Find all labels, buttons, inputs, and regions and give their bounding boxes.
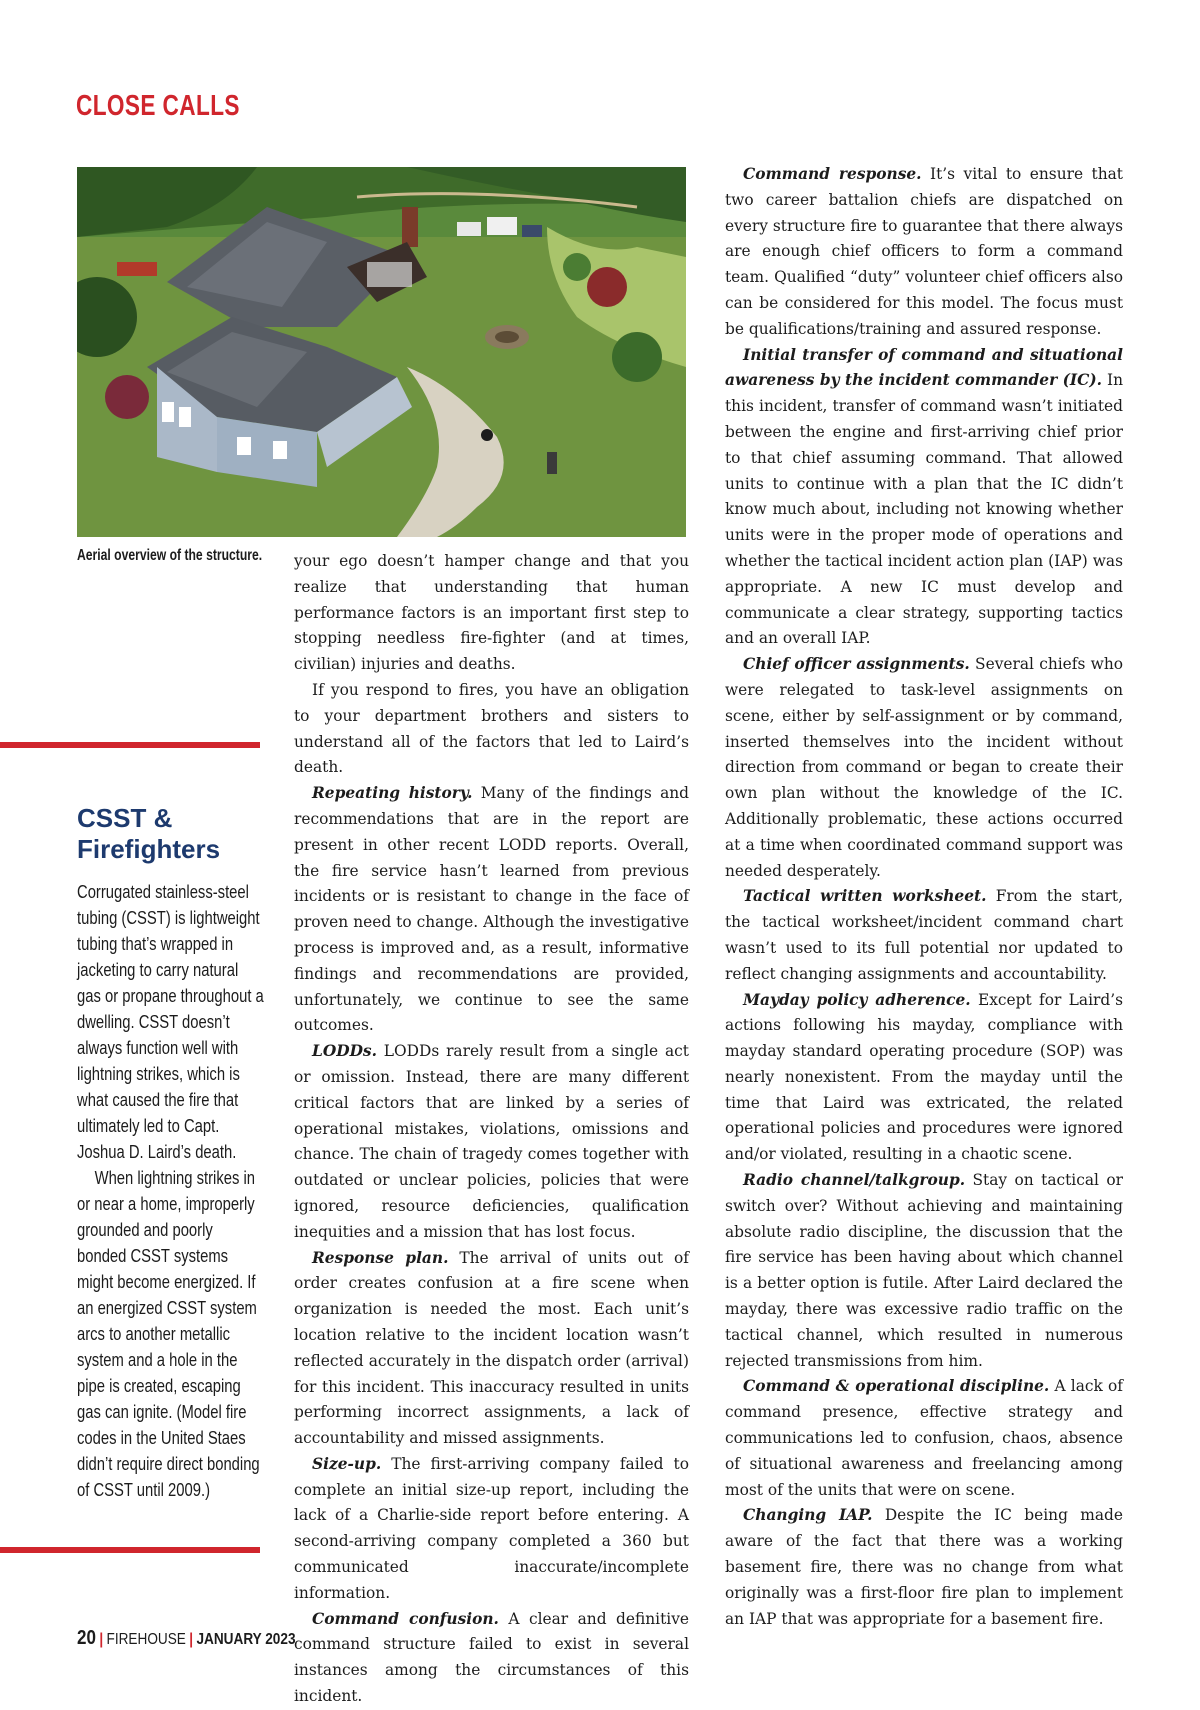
sidebar-bottom-rule bbox=[0, 1547, 260, 1553]
paragraph-lead: Command & operational discipline. bbox=[743, 1377, 1050, 1396]
paragraph-lead: Command response. bbox=[743, 165, 922, 183]
sidebar-top-rule bbox=[0, 742, 260, 748]
publication-name: FIREHOUSE bbox=[106, 1631, 186, 1648]
sidebar-title bbox=[77, 803, 267, 865]
article-paragraph bbox=[725, 884, 1123, 987]
aerial-photo bbox=[77, 167, 686, 537]
paragraph-text: Despite the IC being made aware of the fact that there was a working basement fire, there was no change from what originally was a first-floor fire plan to implement an IAP that was appropriate for a basement fire. bbox=[725, 1506, 1123, 1628]
section-title: CLOSE CALLS bbox=[76, 90, 240, 122]
paragraph-lead: Changing IAP. bbox=[743, 1506, 873, 1525]
article-paragraph bbox=[294, 1246, 689, 1452]
sidebar-paragraph: Corrugated stainless-steel tubing (CSST) is lightweight tubing that’s wrapped in jacketing to carry natural gas or propane throughout a dwelling. CSST doesn’t always function well with lightning strikes, which is what caused the fire that ultimately led to Capt. Joshua D. Laird’s death. bbox=[77, 881, 264, 1162]
footer-divider: | bbox=[99, 1631, 104, 1648]
paragraph-text: Many of the findings and recommendations that are in the report are present in other recent LODD reports. Overall, the fire service hasn’t learned from previous incidents or is resistant to change in the face of proven need to change. Although the investigative process is improved and, as a result, informative findings and recommendations are provided, unfortunately, we continue to see the same outcomes. bbox=[294, 784, 690, 1035]
paragraph-text: In this incident, transfer of command wasn’t initiated between the engine and first-arriving chief prior to that chief assuming command. That allowed units to continue with a plan that the IC didn’t know much about, including not knowing whether units were in the proper mode of operations and whether the tactical incident action plan (IAP) was appropriate. A new IC must develop and communicate a clear strategy, supporting tactics and an overall IAP. bbox=[725, 371, 1124, 648]
paragraph-lead: LODDs. bbox=[312, 1042, 377, 1061]
paragraph-text: From the start, the tactical worksheet/incident command chart wasn’t used to its full potential nor updated to reflect changing assignments and accountability. bbox=[725, 887, 1123, 983]
article-paragraph bbox=[725, 1374, 1123, 1503]
article-paragraph bbox=[725, 343, 1123, 653]
sidebar-title-line2: Firefighters bbox=[77, 834, 221, 864]
paragraph-text: Except for Laird’s actions following his mayday, compliance with mayday standard operating procedure (SOP) was nearly nonexistent. From the mayday until the time that Laird was extricated, the related operational policies and procedures were ignored and/or violated, resulting in a chaotic scene. bbox=[725, 990, 1123, 1164]
sidebar-paragraph: When lightning strikes in or near a home, improperly grounded and poorly bonded CSST systems might become energized. If an energized CSST system arcs to another metallic system and a hole in the pipe is created, escaping gas can ignite. (Model fire codes in the United Staes didn’t require direct bonding of CSST until 2009.) bbox=[77, 1167, 260, 1500]
paragraph-text: Stay on tactical or switch over? Without achieving and maintaining absolute radio discipline, the discussion that the fire service has been having about which channel is a better option is futile. After Laird declared the mayday, there was excessive radio traffic on the tactical channel, which resulted in numerous rejected transmissions from him. bbox=[725, 1171, 1123, 1370]
article-paragraph bbox=[725, 162, 1123, 343]
paragraph-lead: Initial transfer of command and situational awareness by the incident commander (IC). bbox=[725, 345, 1123, 390]
paragraph-text: The arrival of units out of order creates confusion at a fire scene when organization is needed the most. Each unit’s location relative to the incident location wasn’t reflected accurately in the dispatch order (arrival) for this incident. This inaccuracy resulted in units performing incorrect assignments, a lack of accountability and missed assignments. bbox=[294, 1248, 689, 1448]
paragraph-lead: Size-up. bbox=[312, 1454, 382, 1473]
article-paragraph bbox=[725, 652, 1123, 884]
sidebar-title-line1: CSST & bbox=[77, 803, 173, 833]
paragraph-text: A clear and definitive command structure failed to exist in several instances among the circumstances of this incident. bbox=[294, 1609, 689, 1706]
article-paragraph bbox=[294, 1452, 689, 1607]
paragraph-text: Several chiefs who were relegated to task-level assignments on scene, either by self-assignment or by command, inserted themselves into the incident without direction from command or began to create their own plan without the knowledge of the IC. Additionally problematic, these actions occurred at a time when coordinated command support was needed desperately. bbox=[725, 655, 1123, 880]
page-number: 20 bbox=[77, 1627, 96, 1649]
article-paragraph bbox=[725, 988, 1123, 1169]
article-paragraph bbox=[725, 1503, 1123, 1632]
paragraph-text: LODDs rarely result from a single act or omission. Instead, there are many different critical factors that are linked by a series of operational mistakes, violations, omissions and chance. The chain of tragedy comes together with outdated or unclear policies, policies that were ignored, resource deficiencies, qualification inequities and a mission that has lost focus. bbox=[294, 1042, 689, 1241]
paragraph-text: It’s vital to ensure that two career battalion chiefs are dispatched on every structure fire to guarantee that there always are enough chief officers to form a command team. Qualified “duty” volunteer chief officers also can be considered for this model. The focus must be qualifications/training and assured response. bbox=[725, 165, 1123, 338]
paragraph-lead: Response plan. bbox=[312, 1248, 449, 1267]
paragraph-lead: Tactical written worksheet. bbox=[743, 887, 987, 906]
page-footer bbox=[77, 1627, 296, 1650]
paragraph-lead: Mayday policy adherence. bbox=[743, 990, 971, 1009]
paragraph-lead: Chief officer assignments. bbox=[743, 655, 970, 674]
article-column-middle bbox=[294, 549, 689, 1710]
article-paragraph bbox=[294, 781, 689, 1039]
article-paragraph: If you respond to fires, you have an obligation to your department brothers and sisters to understand all of the factors that led to Laird’s death. bbox=[294, 680, 689, 777]
footer-divider: | bbox=[189, 1631, 194, 1648]
paragraph-lead: Radio channel/talkgroup. bbox=[743, 1171, 966, 1190]
issue-date: JANUARY 2023 bbox=[196, 1631, 296, 1648]
photo-caption: Aerial overview of the structure. bbox=[77, 547, 263, 564]
article-paragraph bbox=[294, 1039, 689, 1245]
article-column-right bbox=[725, 162, 1123, 1632]
article-paragraph: your ego doesn’t hamper change and that you realize that understanding that human performance factors is an important first step to stopping needless fire-fighter (and at times, civilian) injuries and deaths. bbox=[294, 552, 689, 674]
article-paragraph bbox=[294, 1607, 689, 1710]
paragraph-text: A lack of command presence, effective strategy and communications led to confusion, chaos, absence of situational awareness and freelancing among most of the units that were on scene. bbox=[725, 1377, 1123, 1499]
article-paragraph bbox=[725, 1168, 1123, 1374]
paragraph-text: The first-arriving company failed to complete an initial size-up report, including the lack of a Charlie-side report before entering. A second-arriving company completed a 360 but communicated inaccurate/incomplete information. bbox=[294, 1454, 689, 1602]
paragraph-lead: Repeating history. bbox=[312, 784, 473, 803]
sidebar-body bbox=[77, 879, 265, 1503]
paragraph-lead: Command confusion. bbox=[312, 1609, 499, 1628]
